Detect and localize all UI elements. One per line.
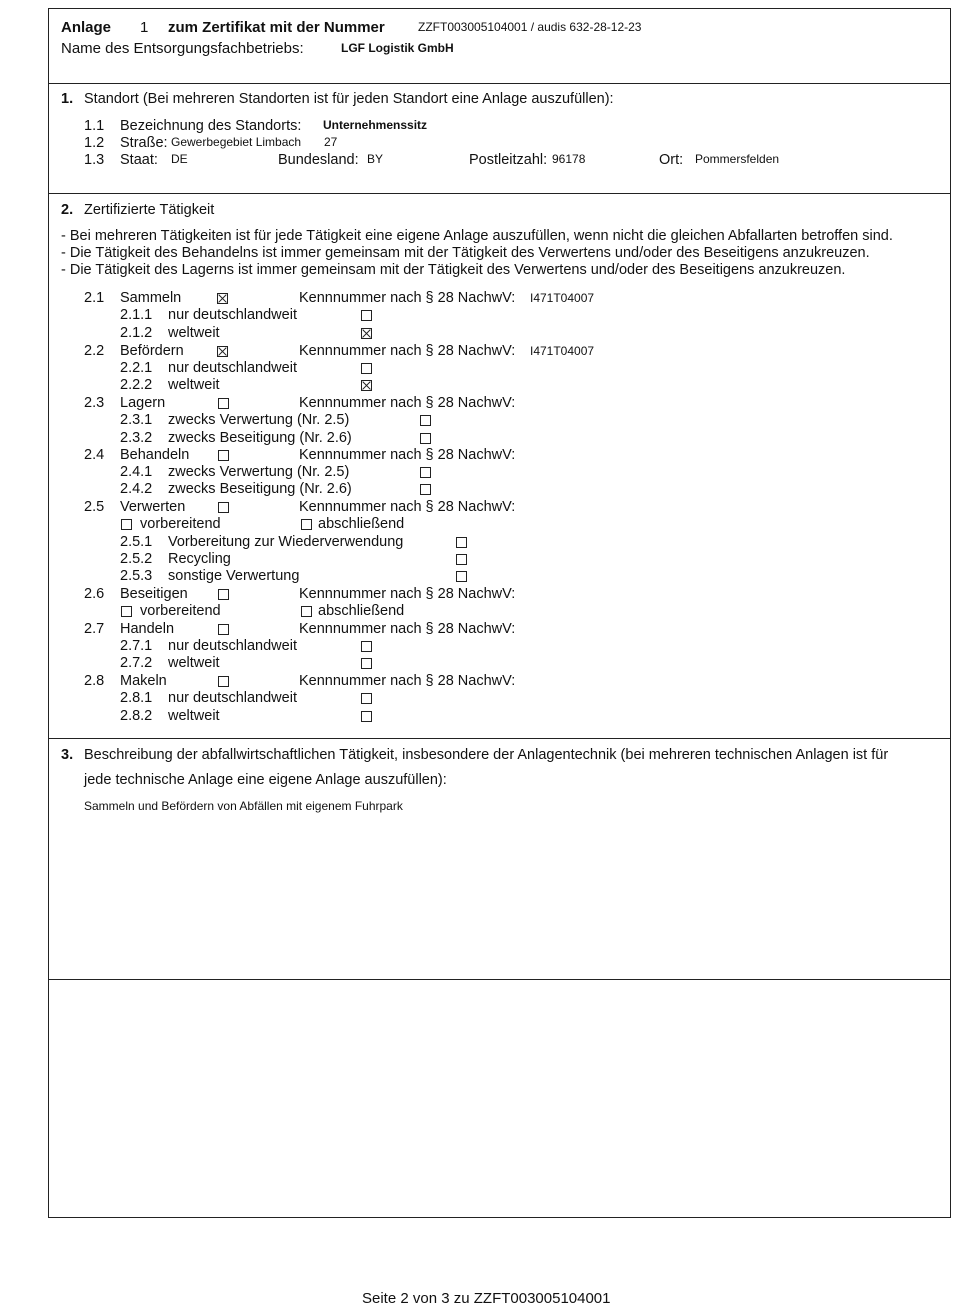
activity-label-sammeln: Sammeln [120,290,182,306]
item-number: 2.2.1 [120,360,153,376]
note-line: - Bei mehreren Tätigkeiten ist für jede Tätigkeit eine eigene Anlage auszufüllen, wenn nicht die gleichen Abfallarten betroffen sind. [61,228,893,244]
item-number: 2.8.1 [120,690,153,706]
checkbox-makeln-weltweit[interactable] [361,711,372,722]
item-number: 1.1 [84,118,105,134]
item-number: 2.7.1 [120,638,153,654]
section-1-title: Standort (Bei mehreren Standorten ist für jeden Standort eine Anlage auszufüllen): [84,91,614,107]
item-number: 1.3 [84,152,105,168]
item-number: 2.4.2 [120,481,153,497]
city-value: Pommersfelden [695,152,780,166]
certificate-label: zum Zertifikat mit der Nummer [168,19,385,36]
id-number-label: Kennnummer nach § 28 NachwV: [299,499,516,515]
house-number-value: 27 [324,135,338,149]
activity-label-handeln: Handeln [120,621,175,637]
item-number: 2.8 [84,673,105,689]
option-label: sonstige Verwertung [168,568,300,584]
checkbox-beseitigen-vorbereitend[interactable] [121,606,132,617]
option-label: zwecks Verwertung (Nr. 2.5) [168,412,350,428]
item-number: 2.1.2 [120,325,153,341]
activity-description: Sammeln und Befördern von Abfällen mit eigenem Fuhrpark [84,799,403,813]
item-number: 2.4 [84,447,105,463]
option-label: weltweit [168,377,220,393]
street-label: Straße: [120,135,168,151]
city-label: Ort: [659,152,684,168]
id-number-label: Kennnummer nach § 28 NachwV: [299,290,516,306]
checkbox-verwerten-vorbereitend[interactable] [121,519,132,530]
option-label: abschließend [318,516,405,532]
country-value: DE [171,152,188,166]
item-number: 2.3.2 [120,430,153,446]
checkbox-behandeln-beseitigung[interactable] [420,484,431,495]
divider [48,979,951,980]
note-line: - Die Tätigkeit des Lagerns ist immer gemeinsam mit der Tätigkeit des Verwertens und/oder des Beseitigens anzukreuzen. [61,262,846,278]
checkbox-handeln[interactable] [218,624,229,635]
note-line: - Die Tätigkeit des Behandelns ist immer gemeinsam mit der Tätigkeit des Verwertens und/oder des Beseitigens anzukreuzen. [61,245,870,261]
option-label: weltweit [168,325,220,341]
activity-label-befoerdern: Befördern [120,343,184,359]
activity-label-beseitigen: Beseitigen [120,586,188,602]
checkbox-lagern-verwertung[interactable] [420,415,431,426]
checkbox-recycling[interactable] [456,554,467,565]
item-number: 2.5.3 [120,568,153,584]
activity-label-verwerten: Verwerten [120,499,186,515]
activity-label-lagern: Lagern [120,395,166,411]
id-number-label: Kennnummer nach § 28 NachwV: [299,586,516,602]
option-label: vorbereitend [140,516,221,532]
option-label: weltweit [168,655,220,671]
state-value: BY [367,152,384,166]
checkbox-lagern[interactable] [218,398,229,409]
option-label: vorbereitend [140,603,221,619]
option-label: zwecks Beseitigung (Nr. 2.6) [168,430,352,446]
checkbox-befoerdern-weltweit[interactable] [361,380,372,391]
checkbox-wiederverwendung[interactable] [456,537,467,548]
checkbox-sammeln-deutschlandweit[interactable] [361,310,372,321]
id-number-label: Kennnummer nach § 28 NachwV: [299,621,516,637]
id-number-label: Kennnummer nach § 28 NachwV: [299,343,516,359]
checkbox-befoerdern-deutschlandweit[interactable] [361,363,372,374]
item-number: 2.6 [84,586,105,602]
section-3-number: 3. [61,747,74,763]
item-number: 2.3 [84,395,105,411]
activity-label-makeln: Makeln [120,673,167,689]
section-3-title: Beschreibung der abfallwirtschaftlichen Tätigkeit, insbesondere der Anlagentechnik (bei mehreren technischen Anlagen ist für [84,747,889,763]
postal-code-label: Postleitzahl: [469,152,548,168]
section-3-title-cont: jede technische Anlage eine eigene Anlage auszufüllen): [84,772,447,788]
activity-label-behandeln: Behandeln [120,447,190,463]
anlage-number: 1 [140,19,149,36]
section-2-number: 2. [61,202,74,218]
checkbox-sonstige-verwertung[interactable] [456,571,467,582]
option-label: nur deutschlandweit [168,690,297,706]
country-label: Staat: [120,152,158,168]
item-number: 2.2.2 [120,377,153,393]
checkbox-beseitigen-abschliessend[interactable] [301,606,312,617]
item-number: 2.4.1 [120,464,153,480]
certificate-number: ZZFT003005104001 / audis 632-28-12-23 [418,20,642,34]
item-number: 2.7.2 [120,655,153,671]
option-label: weltweit [168,708,220,724]
option-label: nur deutschlandweit [168,360,297,376]
item-number: 2.7 [84,621,105,637]
checkbox-verwerten-abschliessend[interactable] [301,519,312,530]
divider [48,738,951,739]
id-number-label: Kennnummer nach § 28 NachwV: [299,673,516,689]
id-number-value: I471T04007 [530,344,595,358]
street-value: Gewerbegebiet Limbach [171,135,302,149]
option-label: nur deutschlandweit [168,638,297,654]
postal-code-value: 96178 [552,152,586,166]
state-label: Bundesland: [278,152,359,168]
item-number: 2.5.1 [120,534,153,550]
section-2-title: Zertifizierte Tätigkeit [84,202,215,218]
checkbox-verwerten[interactable] [218,502,229,513]
checkbox-handeln-weltweit[interactable] [361,658,372,669]
checkbox-makeln[interactable] [218,676,229,687]
company-label: Name des Entsorgungsfachbetriebs: [61,40,304,57]
item-number: 2.8.2 [120,708,153,724]
id-number-value: I471T04007 [530,291,595,305]
checkbox-befoerdern[interactable] [217,346,228,357]
option-label: abschließend [318,603,405,619]
option-label: zwecks Beseitigung (Nr. 2.6) [168,481,352,497]
divider [48,83,951,84]
option-label: Recycling [168,551,231,567]
item-number: 2.2 [84,343,105,359]
checkbox-lagern-beseitigung[interactable] [420,433,431,444]
page-footer: Seite 2 von 3 zu ZZFT003005104001 [362,1290,611,1307]
option-label: nur deutschlandweit [168,307,297,323]
item-number: 2.5 [84,499,105,515]
checkbox-beseitigen[interactable] [218,589,229,600]
checkbox-behandeln-verwertung[interactable] [420,467,431,478]
checkbox-sammeln[interactable] [217,293,228,304]
option-label: Vorbereitung zur Wiederverwendung [168,534,404,550]
id-number-label: Kennnummer nach § 28 NachwV: [299,447,516,463]
checkbox-makeln-deutschlandweit[interactable] [361,693,372,704]
checkbox-behandeln[interactable] [218,450,229,461]
item-number: 2.1 [84,290,105,306]
item-number: 1.2 [84,135,105,151]
site-name-label: Bezeichnung des Standorts: [120,118,302,134]
id-number-label: Kennnummer nach § 28 NachwV: [299,395,516,411]
company-name: LGF Logistik GmbH [341,41,454,55]
option-label: zwecks Verwertung (Nr. 2.5) [168,464,350,480]
item-number: 2.5.2 [120,551,153,567]
divider [48,193,951,194]
section-1-number: 1. [61,91,74,107]
item-number: 2.1.1 [120,307,153,323]
checkbox-handeln-deutschlandweit[interactable] [361,641,372,652]
anlage-label: Anlage [61,19,112,36]
checkbox-sammeln-weltweit[interactable] [361,328,372,339]
item-number: 2.3.1 [120,412,153,428]
site-name-value: Unternehmenssitz [323,118,428,132]
